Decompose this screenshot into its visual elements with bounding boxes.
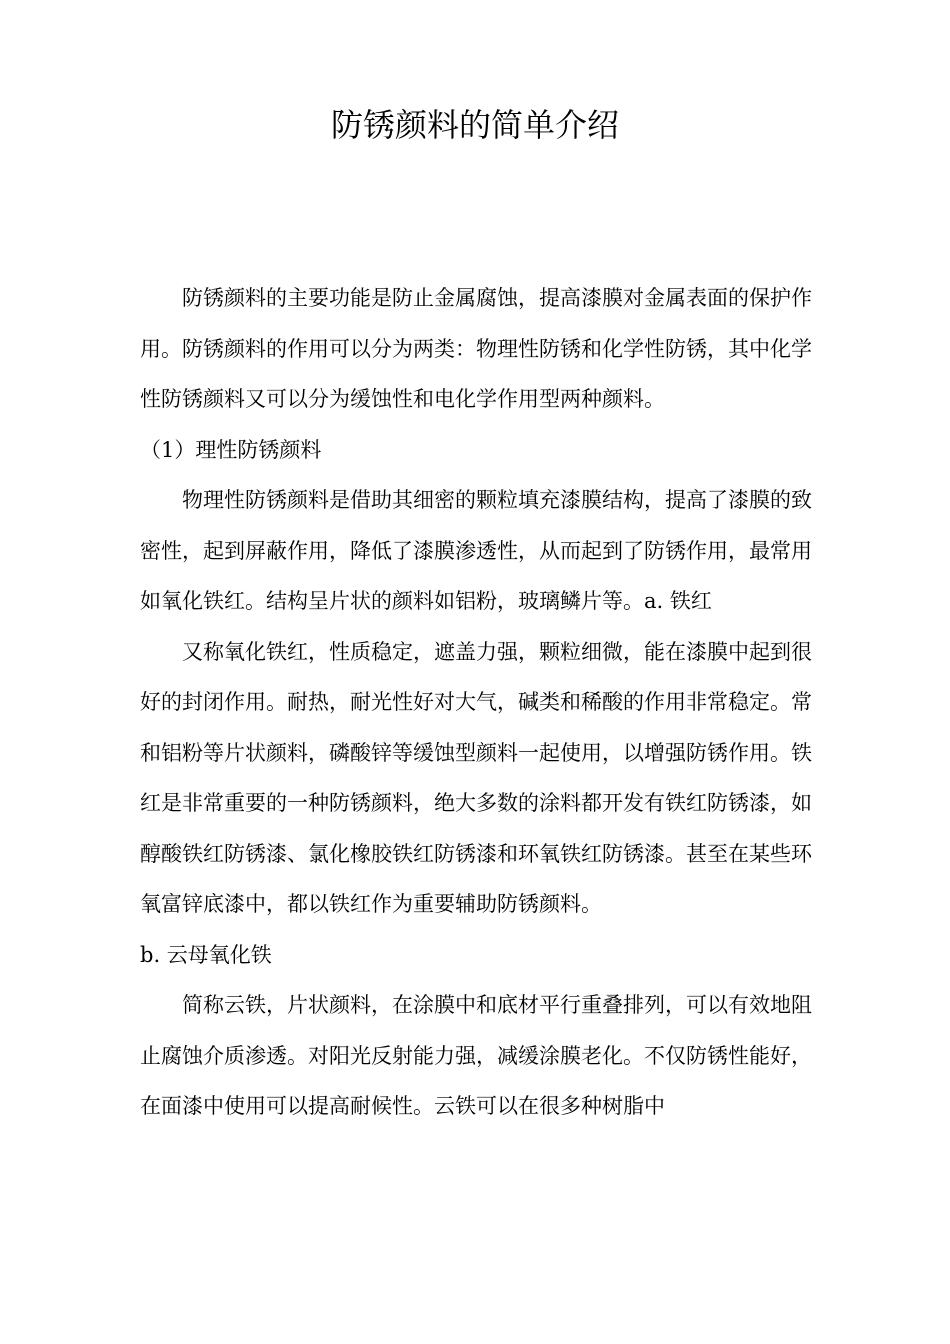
paragraph-mica: 简称云铁，片状颜料，在涂膜中和底材平行重叠排列，可以有效地阻止腐蚀介质渗透。对阳光反射能力强，减缓涂膜老化。不仅防锈性能好，在面漆中使用可以提高耐候性。云铁可以在很多种树脂中	[140, 993, 812, 1118]
paragraph-iron-red: 又称氧化铁红，性质稳定，遮盖力强，颗粒细微，能在漆膜中起到很好的封闭作用。耐热，耐光性好对大气，碱类和稀酸的作用非常稳定。常和铝粉等片状颜料，磷酸锌等缓蚀型颜料一起使用，以增强防锈作用。铁红是非常重要的一种防锈颜料，绝大多数的涂料都开发有铁红防锈漆，如醇酸铁红防锈漆、氯化橡胶铁红防锈漆和环氧铁红防锈漆。甚至在某些环氧富锌底漆中，都以铁红作为重要辅助防锈颜料。	[140, 639, 812, 916]
document-title: 防锈颜料的简单介绍	[330, 106, 619, 144]
section-heading-mica: b. 云母氧化铁	[140, 942, 272, 967]
section-heading-physical: （1）理性防锈颜料	[140, 437, 322, 462]
paragraph-physical: 物理性防锈颜料是借助其细密的颗粒填充漆膜结构，提高了漆膜的致密性，起到屏蔽作用，降低了漆膜渗透性，从而起到了防锈作用，最常用如氧化铁红。结构呈片状的颜料如铝粉，玻璃鳞片等。a. 铁红	[140, 488, 812, 613]
paragraph-intro: 防锈颜料的主要功能是防止金属腐蚀，提高漆膜对金属表面的保护作用。防锈颜料的作用可以分为两类：物理性防锈和化学性防锈，其中化学性防锈颜料又可以分为缓蚀性和电化学作用型两种颜料。	[140, 286, 812, 411]
document-body	[140, 273, 812, 1132]
